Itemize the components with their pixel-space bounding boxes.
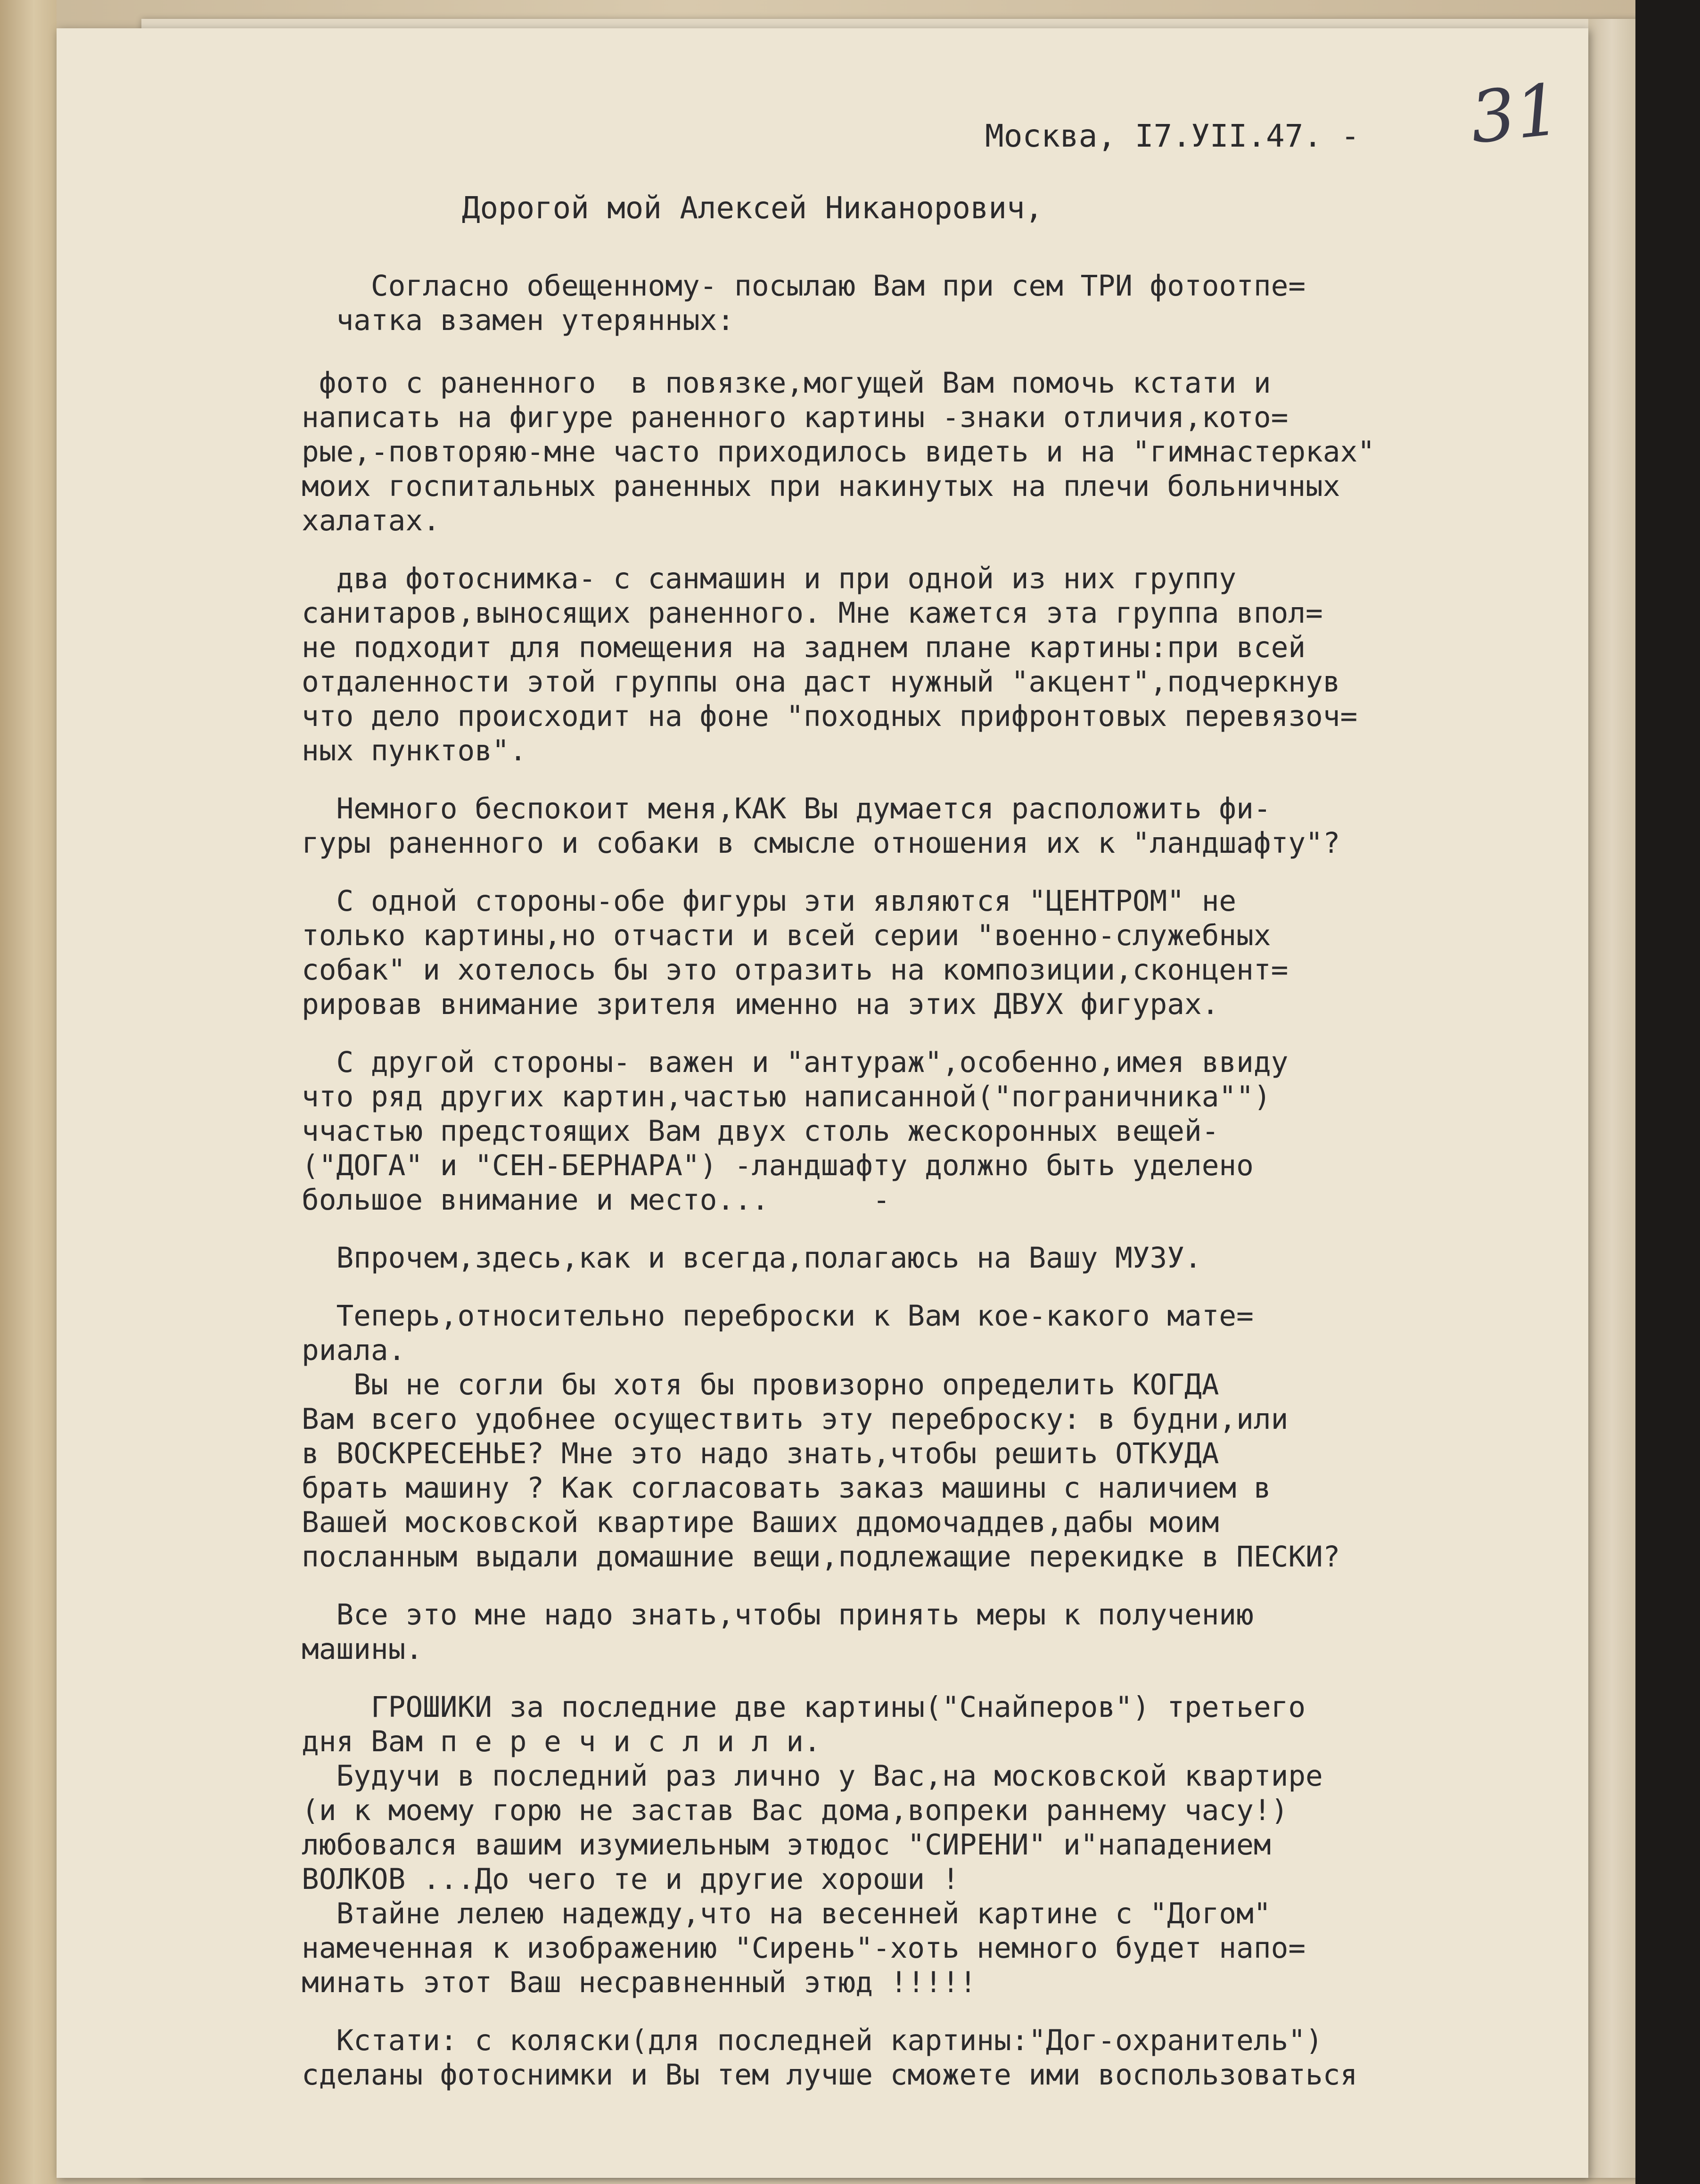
text-line: Кстати: с коляски(для последней картины:"Дог-охранитель") — [302, 2024, 1323, 2057]
text-line: риала. — [302, 1334, 406, 1367]
text-line: чатка взамен утерянных: — [302, 304, 735, 337]
text-line: Теперь,относительно переброски к Вам кое-какого мате= — [302, 1299, 1254, 1333]
paragraph — [302, 366, 1588, 538]
text-line: (и к моему горю не застав Вас дома,вопреки раннему часу!) — [302, 1794, 1289, 1827]
text-line: не подходит для помещения на заднем плане картины:при всей — [302, 631, 1306, 664]
text-line: ччастью предстоящих Вам двух столь жескоронных вещей- — [302, 1114, 1219, 1148]
text-line: ных пунктов". — [302, 734, 527, 767]
text-line: сделаны фотоснимки и Вы тем лучше сможете ими воспользоваться — [302, 2058, 1358, 2092]
paragraph — [302, 884, 1588, 1022]
paragraph — [302, 1598, 1588, 1666]
binding-edge — [0, 0, 57, 2184]
paragraph — [302, 1299, 1588, 1574]
paragraph — [302, 1241, 1588, 1275]
text-line: С одной стороны-обе фигуры эти являются "ЦЕНТРОМ" не — [302, 884, 1237, 918]
paragraph — [302, 269, 1588, 338]
text-line: Согласно обещенному- посылаю Вам при сем ТРИ фотоотпе= — [302, 269, 1306, 303]
text-line: собак" и хотелось бы это отразить на композиции,сконцент= — [302, 953, 1289, 987]
text-line: ГРОШИКИ за последние две картины("Снайперов") третьего — [302, 1690, 1306, 1724]
text-line: написать на фигуре раненного картины -знаки отличия,кото= — [302, 401, 1289, 434]
text-line: Вы не согли бы хотя бы провизорно определить КОГДА — [302, 1368, 1219, 1401]
paragraph — [302, 791, 1588, 860]
text-line: что дело происходит на фоне "походных прифронтовых перевязоч= — [302, 700, 1358, 733]
folio-number: 31 — [1466, 68, 1565, 160]
text-line: два фотоснимка- с санмашин и при одной из них группу — [302, 562, 1237, 595]
paragraph — [302, 561, 1588, 768]
letter-page — [57, 28, 1588, 2178]
greeting: Дорогой мой Алексей Никанорович, — [462, 191, 1043, 226]
paragraph — [302, 2023, 1588, 2092]
paragraph — [302, 1690, 1588, 2000]
text-line: Втайне лелею надежду,что на весенней картине с "Догом" — [302, 1897, 1271, 1930]
text-line: Все это мне надо знать,чтобы принять меры к получению — [302, 1598, 1254, 1632]
text-line: дня Вам п е р е ч и с л и л и. — [302, 1725, 821, 1758]
text-line: любовался вашим изумиельным этюдос "СИРЕНИ" и"нападением — [302, 1828, 1271, 1862]
text-line: Вам всего удобнее осуществить эту переброску: в будни,или — [302, 1402, 1289, 1436]
text-line: Вашей московской квартире Ваших ддомочаддев,дабы моим — [302, 1506, 1219, 1539]
text-line: Впрочем,здесь,как и всегда,полагаюсь на Вашу МУЗУ. — [302, 1241, 1202, 1275]
text-line: посланным выдали домашние вещи,подлежащие перекидке в ПЕСКИ? — [302, 1540, 1340, 1574]
text-line: санитаров,выносящих раненного. Мне кажется эта группа впол= — [302, 596, 1323, 630]
place-date: Москва, I7.УII.47. - — [985, 118, 1360, 154]
paragraph — [302, 1045, 1588, 1217]
text-line: что ряд другиx картин,частью написанной("пограничника"") — [302, 1080, 1271, 1113]
text-line: Немного беспокоит меня,КАК Вы думается расположить фи- — [302, 792, 1271, 825]
text-line: в ВОСКРЕСЕНЬЕ? Мне это надо знать,чтобы решить ОТКУДА — [302, 1437, 1219, 1470]
text-line: отдаленности этой группы она даст нужный "акцент",подчеркнув — [302, 665, 1340, 699]
text-line: гуры раненного и собаки в смысле отношения их к "ландшафту"? — [302, 826, 1340, 860]
text-line: фото с раненного в повязке,могущей Вам помочь кстати и — [302, 366, 1271, 400]
text-line: моих госпитальных раненных при накинутых на плечи больничных — [302, 470, 1340, 503]
text-line: намеченная к изображению "Сирень"-хоть немного будет напо= — [302, 1931, 1306, 1965]
text-line: Будучи в последний раз лично у Вас,на московской квартире — [302, 1759, 1323, 1793]
letter-body — [302, 250, 1588, 2111]
text-line: ("ДОГА" и "СЕН-БЕРНАРА") -ландшафту должно быть уделено — [302, 1149, 1254, 1182]
text-line: С другой стороны- важен и "антураж",особенно,имея ввиду — [302, 1046, 1289, 1079]
text-line: большое внимание и место... - — [302, 1183, 890, 1217]
text-line: машины. — [302, 1632, 423, 1666]
stacked-page-edges — [1588, 19, 1635, 2178]
dark-margin — [1635, 0, 1700, 2184]
text-line: брать машину ? Как согласовать заказ машины с наличием в — [302, 1471, 1271, 1505]
text-line: рые,-повторяю-мне часто приходилось видеть и на "гимнастерках" — [302, 435, 1375, 469]
text-line: халатах. — [302, 504, 440, 537]
text-line: рировав внимание зрителя именно на этих ДВУХ фигурах. — [302, 988, 1219, 1021]
text-line: минать этот Ваш несравненный этюд !!!!! — [302, 1966, 977, 1999]
text-line: только картины,но отчасти и всей серии "военно-служебных — [302, 919, 1271, 952]
text-line: ВОЛКОВ ...До чего те и другие хороши ! — [302, 1863, 960, 1896]
